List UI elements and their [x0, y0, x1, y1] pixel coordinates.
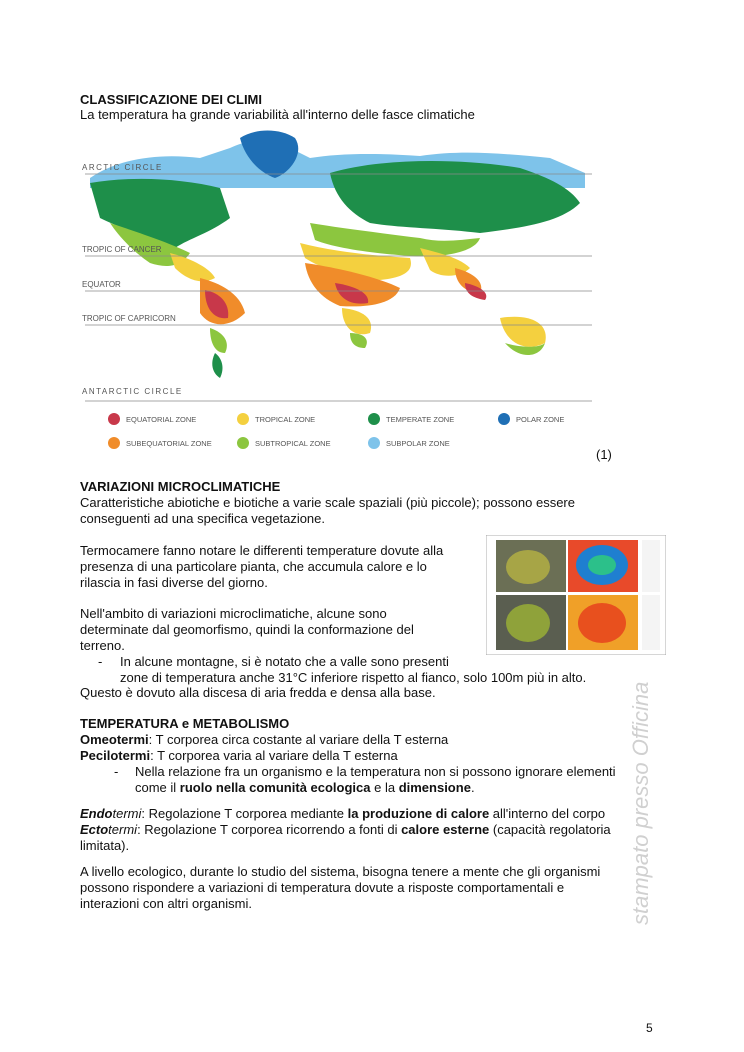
- section-title-microclimatiche: VARIAZIONI MICROCLIMATICHE: [80, 479, 281, 494]
- section-subtitle-climi: La temperatura ha grande variabilità all'interno delle fasce climatiche: [80, 107, 475, 122]
- final-p-l3: interazioni con altri organismi.: [80, 896, 252, 911]
- legend-swatch: [498, 413, 510, 425]
- svg-text:stampato presso Officina: stampato presso Officina: [628, 681, 653, 925]
- legend-label: TEMPERATE ZONE: [386, 415, 455, 424]
- microclima-bullet-l2: zone di temperatura anche 31°C inferiore rispetto al fianco, solo 100m più in alto.: [120, 670, 587, 685]
- final-p-l2: possono rispondere a variazioni di temperatura dovute a risposte comportamentali e: [80, 880, 565, 895]
- microclima-bullet-l1: In alcune montagne, si è notato che a valle sono presenti: [120, 654, 449, 669]
- climate-zones-map: [80, 128, 596, 458]
- microclima-p3-l3: terreno.: [80, 638, 125, 653]
- legend-swatch: [108, 437, 120, 449]
- microclima-p4: Questo è dovuto alla discesa di aria fredda e densa alla base.: [80, 685, 436, 700]
- metabolismo-bullet-l2: come il ruolo nella comunità ecologica e la dimensione.: [135, 780, 475, 795]
- pecilotermi-line: Pecilotermi: T corporea varia al variare della T esterna: [80, 748, 398, 763]
- antarctic-circle-label: ANTARCTIC CIRCLE: [82, 387, 183, 396]
- ectotermi-line-2: limitata).: [80, 838, 130, 853]
- metabolismo-bullet-l1: Nella relazione fra un organismo e la temperatura non si possono ignorare elementi: [135, 764, 616, 779]
- microclima-p3-l1: Nell'ambito di variazioni microclimatiche, alcune sono: [80, 606, 387, 621]
- map-reference: (1): [596, 447, 612, 462]
- microclima-p1-l1: Caratteristiche abiotiche e biotiche a varie scale spaziali (più piccole); possono essere: [80, 495, 575, 510]
- omeotermi-line: Omeotermi: T corporea circa costante al variare della T esterna: [80, 732, 449, 747]
- legend-swatch: [368, 413, 380, 425]
- legend-swatch: [108, 413, 120, 425]
- legend-swatch: [237, 413, 249, 425]
- bullet-dash-2: -: [114, 764, 119, 779]
- legend-swatch: [368, 437, 380, 449]
- microclima-p1-l2: conseguenti ad una specifica vegetazione.: [80, 511, 326, 526]
- watermark: [620, 640, 660, 930]
- section-title-climi: CLASSIFICAZIONE DEI CLIMI: [80, 92, 262, 107]
- microclima-p3-l2: determinate dal geomorfismo, quindi la conformazione del: [80, 622, 414, 637]
- thermal-camera-image: [486, 535, 666, 655]
- tropic-capricorn-label: TROPIC OF CAPRICORN: [82, 314, 176, 323]
- legend-label: SUBTROPICAL ZONE: [255, 439, 331, 448]
- microclima-p2-l3: rilascia in fasi diverse del giorno.: [80, 575, 268, 590]
- arctic-circle-label: ARCTIC CIRCLE: [82, 163, 163, 172]
- legend-label: SUBEQUATORIAL ZONE: [126, 439, 212, 448]
- endotermi-line: Endotermi: Regolazione T corporea mediante la produzione di calore all'interno del corpo: [80, 806, 606, 821]
- legend-label: POLAR ZONE: [516, 415, 565, 424]
- bullet-dash: -: [98, 654, 103, 669]
- legend-label: EQUATORIAL ZONE: [126, 415, 197, 424]
- microclima-p2-l1: Termocamere fanno notare le differenti temperature dovute alla: [80, 543, 444, 558]
- legend-swatch: [237, 437, 249, 449]
- section-title-temperatura: TEMPERATURA e METABOLISMO: [80, 716, 290, 731]
- equator-label: EQUATOR: [82, 280, 121, 289]
- final-p-l1: A livello ecologico, durante lo studio del sistema, bisogna tenere a mente che gli organismi: [80, 864, 601, 879]
- microclima-p2-l2: presenza di una particolare pianta, che accumula calore e lo: [80, 559, 427, 574]
- ectotermi-line: Ectotermi: Regolazione T corporea ricorrendo a fonti di calore esterne (capacità regolatoria: [80, 822, 611, 837]
- legend-label: SUBPOLAR ZONE: [386, 439, 450, 448]
- legend-label: TROPICAL ZONE: [255, 415, 316, 424]
- page-number: 5: [646, 1021, 653, 1035]
- tropic-cancer-label: TROPIC OF CANCER: [82, 245, 162, 254]
